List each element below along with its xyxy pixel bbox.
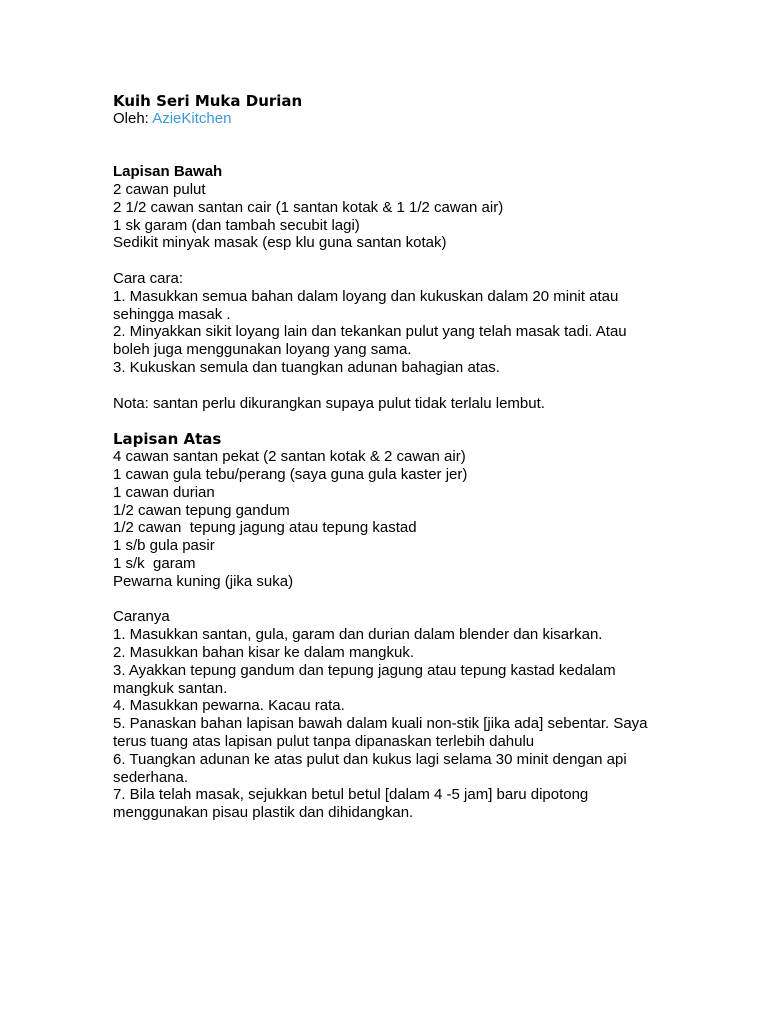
byline-prefix: Oleh: xyxy=(113,110,153,127)
spacer xyxy=(113,252,673,270)
bottom-step-line: 1. Masukkan semua bahan dalam loyang dan kukuskan dalam 20 minit atau xyxy=(113,287,619,305)
top-step-line: menggunakan pisau plastik dan dihidangkan. xyxy=(113,804,414,822)
top-step-line: 3. Ayakkan tepung gandum dan tepung jagung atau tepung kastad kedalam xyxy=(113,661,616,679)
recipe-document xyxy=(113,92,673,822)
byline xyxy=(113,110,673,128)
bottom-step-line: sehingga masak . xyxy=(113,305,231,323)
top-step-line: terus tuang atas lapisan pulut tanpa dipanaskan terlebih dahulu xyxy=(113,732,535,750)
spacer xyxy=(113,128,673,163)
top-ingredient: 1/2 cawan tepung jagung atau tepung kastad xyxy=(113,519,417,537)
top-ingredient: 1 cawan durian xyxy=(113,483,215,501)
bottom-layer-heading: Lapisan Bawah xyxy=(113,163,223,180)
bottom-method-heading: Cara cara: xyxy=(113,269,184,287)
bottom-step-line: boleh juga menggunakan loyang yang sama. xyxy=(113,341,412,359)
top-step-line: 7. Bila telah masak, sejukkan betul betul [dalam 4 -5 jam] baru dipotong xyxy=(113,786,589,804)
top-step-line: mangkuk santan. xyxy=(113,679,228,697)
top-ingredient: Pewarna kuning (jika suka) xyxy=(113,572,294,590)
top-ingredient: 1/2 cawan tepung gandum xyxy=(113,501,290,519)
bottom-note: Nota: santan perlu dikurangkan supaya pulut tidak terlalu lembut. xyxy=(113,394,545,412)
spacer xyxy=(113,591,673,609)
bottom-ingredient: 2 cawan pulut xyxy=(113,181,206,198)
top-step-line: 1. Masukkan santan, gula, garam dan durian dalam blender dan kisarkan. xyxy=(113,626,603,644)
author-link[interactable]: AzieKitchen xyxy=(152,110,232,127)
bottom-ingredient: 1 sk garam (dan tambah secubit lagi) xyxy=(113,216,360,234)
spacer xyxy=(113,377,673,395)
top-ingredient: 1 cawan gula tebu/perang (saya guna gula kaster jer) xyxy=(113,465,468,483)
top-ingredient: 4 cawan santan pekat (2 santan kotak & 2 cawan air) xyxy=(113,448,466,466)
bottom-ingredient: Sedikit minyak masak (esp klu guna santan kotak) xyxy=(113,234,447,252)
bottom-step-line: 3. Kukuskan semula dan tuangkan adunan bahagian atas. xyxy=(113,358,500,376)
top-method-heading: Caranya xyxy=(113,608,170,626)
top-step-line: 5. Panaskan bahan lapisan bawah dalam kuali non-stik [jika ada] sebentar. Saya xyxy=(113,715,648,733)
bottom-ingredient: 2 1/2 cawan santan cair (1 santan kotak & 1 1/2 cawan air) xyxy=(113,198,504,216)
top-layer-heading: Lapisan Atas xyxy=(113,430,222,449)
spacer xyxy=(113,412,673,430)
top-ingredient: 1 s/k garam xyxy=(113,554,196,572)
top-step-line: 2. Masukkan bahan kisar ke dalam mangkuk. xyxy=(113,643,414,661)
top-step-line: 4. Masukkan pewarna. Kacau rata. xyxy=(113,697,345,715)
top-step-line: sederhana. xyxy=(113,768,189,786)
top-step-line: 6. Tuangkan adunan ke atas pulut dan kukus lagi selama 30 minit dengan api xyxy=(113,750,627,768)
top-ingredient: 1 s/b gula pasir xyxy=(113,537,215,555)
bottom-step-line: 2. Minyakkan sikit loyang lain dan tekankan pulut yang telah masak tadi. Atau xyxy=(113,323,627,341)
recipe-title: Kuih Seri Muka Durian xyxy=(113,92,303,110)
